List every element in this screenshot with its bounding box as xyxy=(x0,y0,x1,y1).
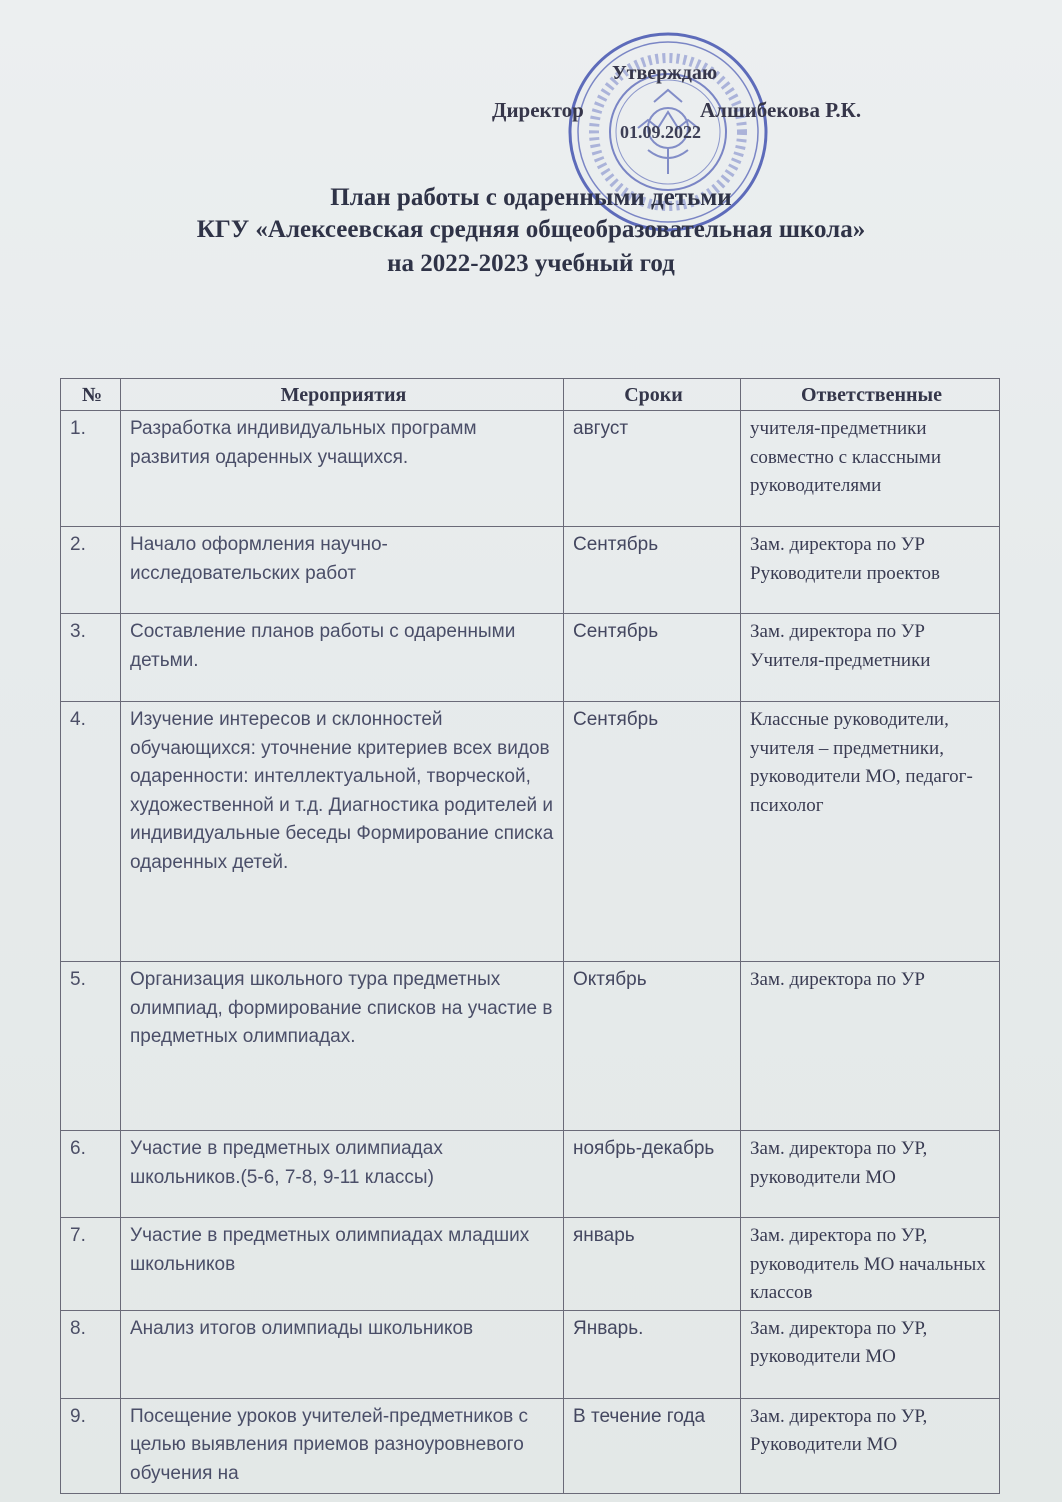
row-term: В течение года xyxy=(564,1398,741,1493)
row-responsible: Зам. директора по УР xyxy=(741,962,1000,1131)
academic-year: на 2022-2023 учебный год xyxy=(387,250,675,277)
row-term: Сентябрь xyxy=(564,527,741,614)
approval-date: 01.09.2022 xyxy=(620,122,701,142)
row-activity: Организация школьного тура предметных олимпиад, формирование списков на участие в предметных олимпиадах. xyxy=(121,962,564,1131)
table-row xyxy=(61,1218,1000,1311)
row-term: Сентябрь xyxy=(564,614,741,702)
row-number: 5. xyxy=(61,962,121,1131)
row-activity: Разработка индивидуальных программ развития одаренных учащихся. xyxy=(121,411,564,527)
table-row xyxy=(61,702,1000,962)
row-term: Январь. xyxy=(564,1310,741,1398)
table-header-row xyxy=(61,379,1000,411)
document-title: План работы с одаренными детьми xyxy=(330,184,732,211)
approval-title: Утверждаю xyxy=(612,62,718,84)
table-row xyxy=(61,527,1000,614)
row-responsible: Зам. директора по УР, руководители МО xyxy=(741,1131,1000,1218)
row-number: 4. xyxy=(61,702,121,962)
row-number: 1. xyxy=(61,411,121,527)
row-activity: Изучение интересов и склонностей обучающихся: уточнение критериев всех видов одаренности: интеллектуальной, творческой, художественной и т.д. Диагностика родителей и индивидуальные беседы Формирование списка одаренных детей. xyxy=(121,702,564,962)
table-row xyxy=(61,962,1000,1131)
row-responsible: Классные руководители, учителя – предметники, руководители МО, педагог-психолог xyxy=(741,702,1000,962)
row-term: август xyxy=(564,411,741,527)
table-row xyxy=(61,411,1000,527)
school-name: КГУ «Алексеевская средняя общеобразовательная школа» xyxy=(196,216,866,243)
header-activity: Мероприятия xyxy=(121,379,564,411)
row-responsible: Зам. директора по УР, Руководители МО xyxy=(741,1398,1000,1493)
row-activity: Начало оформления научно-исследовательских работ xyxy=(121,527,564,614)
row-term: январь xyxy=(564,1218,741,1311)
director-name: Алшибекова Р.К. xyxy=(700,98,862,122)
row-activity: Участие в предметных олимпиадах школьников.(5-6, 7-8, 9-11 классы) xyxy=(121,1131,564,1218)
row-term: ноябрь-декабрь xyxy=(564,1131,741,1218)
row-number: 2. xyxy=(61,527,121,614)
row-activity: Участие в предметных олимпиадах младших школьников xyxy=(121,1218,564,1311)
director-label: Директор xyxy=(492,98,584,122)
row-responsible: Зам. директора по УР Руководители проектов xyxy=(741,527,1000,614)
row-number: 9. xyxy=(61,1398,121,1493)
row-term: Октябрь xyxy=(564,962,741,1131)
row-number: 8. xyxy=(61,1310,121,1398)
row-number: 7. xyxy=(61,1218,121,1311)
table-row xyxy=(61,614,1000,702)
row-responsible: Зам. директора по УР Учителя-предметники xyxy=(741,614,1000,702)
row-number: 6. xyxy=(61,1131,121,1218)
table-row xyxy=(61,1131,1000,1218)
row-responsible: учителя-предметники совместно с классными руководителями xyxy=(741,411,1000,527)
table-row xyxy=(61,1398,1000,1493)
header-number: № xyxy=(61,379,121,411)
row-number: 3. xyxy=(61,614,121,702)
table-row xyxy=(61,1310,1000,1398)
plan-table xyxy=(60,378,1000,1494)
header-responsible: Ответственные xyxy=(741,379,1000,411)
row-activity: Посещение уроков учителей-предметников с целью выявления приемов разноуровневого обучения на xyxy=(121,1398,564,1493)
row-term: Сентябрь xyxy=(564,702,741,962)
row-activity: Анализ итогов олимпиады школьников xyxy=(121,1310,564,1398)
row-responsible: Зам. директора по УР, руководитель МО начальных классов xyxy=(741,1218,1000,1311)
header-term: Сроки xyxy=(564,379,741,411)
row-activity: Составление планов работы с одаренными детьми. xyxy=(121,614,564,702)
row-responsible: Зам. директора по УР, руководители МО xyxy=(741,1310,1000,1398)
